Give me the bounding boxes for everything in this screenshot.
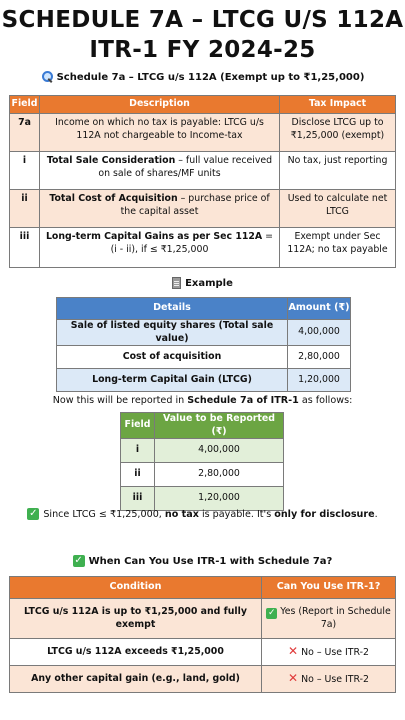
disclosure-note bbox=[0, 508, 405, 520]
table-row bbox=[121, 463, 284, 487]
amount-cell: 1,20,000 bbox=[288, 369, 351, 392]
note-middle: is payable. It's bbox=[198, 508, 275, 520]
field-cell: iii bbox=[10, 228, 40, 268]
cross-icon: ✕ bbox=[288, 643, 299, 658]
field-cell: i bbox=[121, 439, 155, 463]
desc-bold: Total Cost of Acquisition bbox=[49, 193, 178, 204]
detail-cell: Long-term Capital Gain (LTCG) bbox=[57, 369, 288, 392]
table-header-row bbox=[10, 96, 396, 114]
field-cell: i bbox=[10, 152, 40, 190]
table-row bbox=[10, 114, 396, 152]
answer-text: No – Use ITR-2 bbox=[301, 646, 369, 658]
header-field: Field bbox=[10, 96, 40, 114]
table-row bbox=[57, 320, 351, 346]
example-table bbox=[56, 297, 351, 392]
field-cell: ii bbox=[121, 463, 155, 487]
value-cell: 1,20,000 bbox=[155, 487, 284, 511]
condition-cell: LTCG u/s 112A is up to ₹1,25,000 and fully exempt bbox=[10, 599, 262, 639]
header-description: Description bbox=[40, 96, 280, 114]
reported-suffix: as follows: bbox=[298, 395, 353, 406]
answer-text: Yes (Report in Schedule 7a) bbox=[280, 605, 391, 630]
impact-cell: Disclose LTCG up to ₹1,25,000 (exempt) bbox=[280, 114, 396, 152]
impact-cell: No tax, just reporting bbox=[280, 152, 396, 190]
table-row bbox=[10, 228, 396, 268]
impact-cell: Exempt under Sec 112A; no tax payable bbox=[280, 228, 396, 268]
description-cell bbox=[40, 190, 280, 228]
reported-values-table bbox=[120, 412, 284, 511]
table-row bbox=[10, 152, 396, 190]
note-prefix: Since LTCG ≤ ₹1,25,000, bbox=[43, 508, 165, 520]
desc-bold: Long-term Capital Gains as per Sec 112A bbox=[45, 231, 263, 242]
note-suffix: . bbox=[374, 508, 378, 520]
description-cell bbox=[40, 152, 280, 190]
table-row bbox=[10, 599, 396, 639]
document-icon bbox=[172, 277, 181, 289]
field-cell: iii bbox=[121, 487, 155, 511]
schedule-fields-table bbox=[9, 95, 396, 268]
table-header-row bbox=[10, 577, 396, 599]
check-icon: ✓ bbox=[29, 508, 38, 519]
reported-bold: Schedule 7a of ITR-1 bbox=[187, 395, 299, 406]
magnifier-icon bbox=[41, 71, 53, 83]
condition-cell: Any other capital gain (e.g., land, gold) bbox=[10, 666, 262, 693]
header-value: Value to be Reported (₹) bbox=[155, 413, 284, 439]
desc-bold: Total Sale Consideration bbox=[46, 155, 176, 166]
table-row bbox=[57, 346, 351, 369]
impact-cell: Used to calculate net LTCG bbox=[280, 190, 396, 228]
desc-text: – full value received on sale of shares/MF units bbox=[98, 155, 273, 179]
table-row bbox=[10, 190, 396, 228]
subtitle bbox=[0, 71, 405, 83]
value-cell: 4,00,000 bbox=[155, 439, 284, 463]
header-details: Details bbox=[57, 298, 288, 320]
field-cell: ii bbox=[10, 190, 40, 228]
eligibility-table bbox=[9, 576, 396, 693]
detail-cell: Sale of listed equity shares (Total sale value) bbox=[57, 320, 288, 346]
desc-text: = (i - ii), if ≤ ₹1,25,000 bbox=[110, 231, 274, 255]
header-tax-impact: Tax Impact bbox=[280, 96, 396, 114]
cross-icon: ✕ bbox=[288, 670, 299, 685]
description-cell bbox=[40, 114, 280, 152]
value-cell: 2,80,000 bbox=[155, 463, 284, 487]
answer-cell bbox=[262, 639, 396, 666]
desc-text: – purchase price of the capital asset bbox=[120, 193, 270, 217]
table-row bbox=[57, 369, 351, 392]
note-text bbox=[43, 509, 377, 520]
description-cell bbox=[40, 228, 280, 268]
detail-cell: Cost of acquisition bbox=[57, 346, 288, 369]
reported-prefix: Now this will be reported in bbox=[52, 395, 188, 406]
header-can-use: Can You Use ITR-1? bbox=[262, 577, 396, 599]
header-amount: Amount (₹) bbox=[288, 298, 351, 320]
table-row bbox=[10, 666, 396, 693]
desc-text: Income on which no tax is payable: LTCG u/s 112A not chargeable to Income-tax bbox=[55, 117, 264, 141]
answer-text: No – Use ITR-2 bbox=[301, 673, 369, 685]
header-field: Field bbox=[121, 413, 155, 439]
title-line-2: ITR-1 FY 2024-25 bbox=[89, 37, 316, 63]
when-heading bbox=[0, 555, 405, 567]
title-line-1: SCHEDULE 7A – LTCG U/S 112A bbox=[1, 7, 404, 33]
note-bold-2: only for disclosure bbox=[274, 508, 375, 520]
check-icon: ✓ bbox=[268, 607, 276, 618]
condition-cell: LTCG u/s 112A exceeds ₹1,25,000 bbox=[10, 639, 262, 666]
table-row bbox=[10, 639, 396, 666]
check-icon: ✓ bbox=[74, 555, 83, 566]
example-heading bbox=[0, 277, 405, 289]
subtitle-text: Schedule 7a – LTCG u/s 112A (Exempt up to ₹1,25,000) bbox=[56, 71, 365, 83]
table-row bbox=[121, 439, 284, 463]
header-condition: Condition bbox=[10, 577, 262, 599]
page-title bbox=[0, 5, 405, 65]
answer-cell bbox=[262, 666, 396, 693]
when-label: When Can You Use ITR-1 with Schedule 7a? bbox=[88, 555, 333, 567]
reported-sentence bbox=[0, 395, 405, 406]
table-header-row bbox=[57, 298, 351, 320]
field-cell: 7a bbox=[10, 114, 40, 152]
amount-cell: 2,80,000 bbox=[288, 346, 351, 369]
amount-cell: 4,00,000 bbox=[288, 320, 351, 346]
table-header-row bbox=[121, 413, 284, 439]
answer-cell bbox=[262, 599, 396, 639]
example-label: Example bbox=[185, 277, 233, 289]
note-bold-1: no tax bbox=[164, 508, 199, 520]
